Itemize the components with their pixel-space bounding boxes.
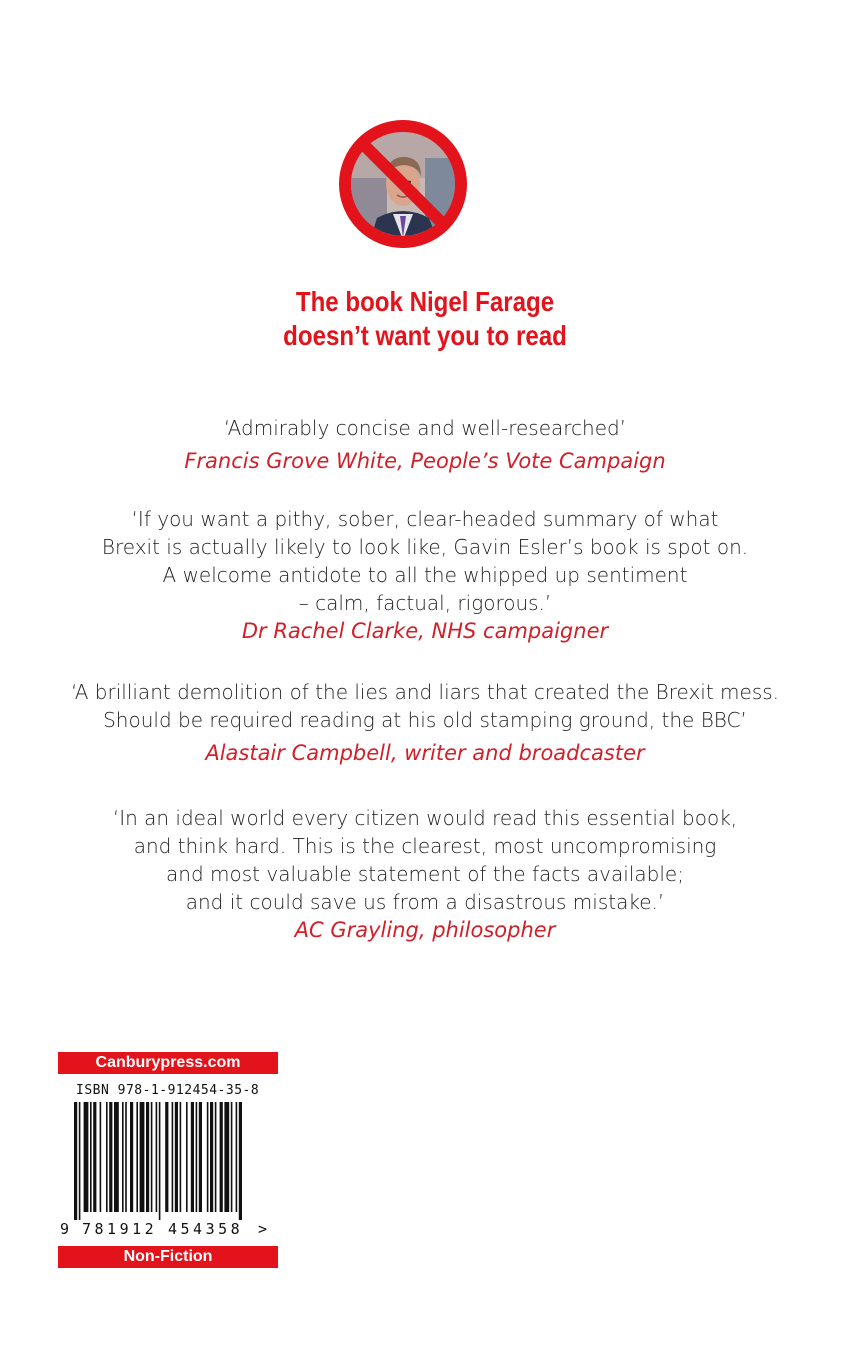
ean-first-digit: 9	[60, 1220, 70, 1238]
quote-line: Brexit is actually likely to look like, Gavin Esler’s book is spot on.	[101, 535, 749, 559]
quote-line: ‘In an ideal world every citizen would read this essential book,	[112, 806, 738, 830]
quote-line: and think hard. This is the clearest, most uncompromising	[133, 834, 717, 858]
review-quote	[0, 505, 850, 645]
headline	[60, 285, 791, 353]
review-quote	[0, 804, 850, 944]
quote-line: – calm, factual, rigorous.’	[298, 591, 552, 615]
quote-line: ‘A brilliant demolition of the lies and liars that created the Brexit mess.	[70, 680, 780, 704]
review-quote	[0, 678, 850, 767]
ean-right-group: 454358	[168, 1220, 244, 1238]
headline-line-2: doesn’t want you to read	[283, 320, 567, 351]
quote-attribution: Alastair Campbell, writer and broadcaster	[205, 741, 645, 765]
barcode-block	[58, 1052, 278, 1270]
prohibition-sign-over-portrait-icon	[337, 118, 469, 250]
ean-digits	[58, 1220, 278, 1240]
quote-attribution: AC Grayling, philosopher	[294, 918, 556, 942]
quote-line: and it could save us from a disastrous mistake.’	[185, 890, 665, 914]
quote-attribution: Dr Rachel Clarke, NHS campaigner	[241, 619, 609, 643]
publisher-website: Canburypress.com	[58, 1052, 278, 1074]
category-label: Non-Fiction	[58, 1246, 278, 1268]
quote-line: ‘If you want a pithy, sober, clear-headed summary of what	[131, 507, 719, 531]
quote-line: and most valuable statement of the facts available;	[166, 862, 684, 886]
quote-line: Should be required reading at his old stamping ground, the BBC’	[103, 708, 747, 732]
barcode-icon	[58, 1102, 278, 1220]
quote-line: ‘Admirably concise and well-researched’	[223, 416, 627, 440]
quote-line: A welcome antidote to all the whipped up sentiment	[162, 563, 688, 587]
quote-attribution: Francis Grove White, People’s Vote Campaign	[184, 449, 666, 473]
review-quote	[0, 414, 850, 475]
headline-line-1: The book Nigel Farage	[295, 286, 555, 317]
ean-arrow: >	[258, 1220, 268, 1238]
isbn-number: ISBN 978-1-912454-35-8	[76, 1083, 260, 1098]
ean-left-group: 781912	[82, 1220, 158, 1238]
